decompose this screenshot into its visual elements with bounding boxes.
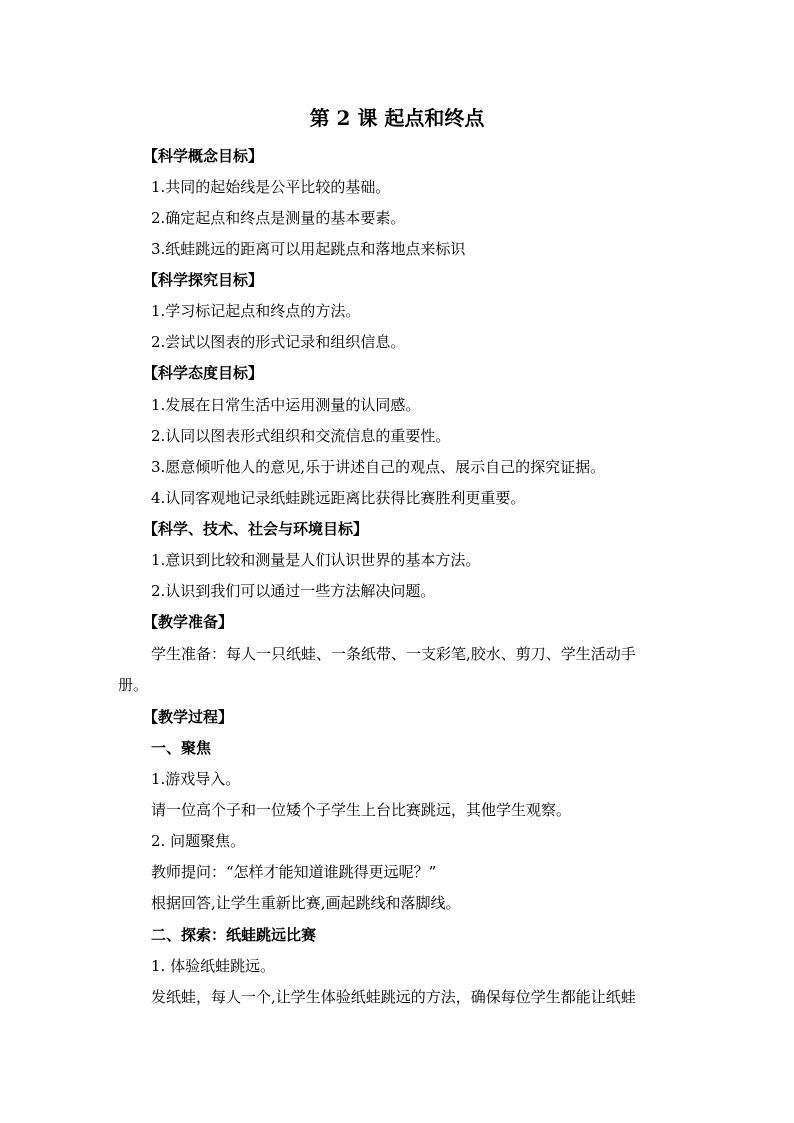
attitude-item: 1.发展在日常生活中运用测量的认同感。 [151,396,421,414]
concept-item: 1.共同的起始线是公平比较的基础。 [151,178,391,196]
concept-item: 2.确定起点和终点是测量的基本要素。 [151,209,406,227]
concept-item: 3.纸蛙跳远的距离可以用起跳点和落地点来标识 [151,240,466,258]
process-heading: 【教学过程】 [143,708,234,726]
stse-item: 1.意识到比较和测量是人们认识世界的基本方法。 [151,551,481,569]
attitude-item: 2.认同以图表形式组织和交流信息的重要性。 [151,427,451,445]
attitude-item: 3.愿意倾听他人的意见,乐于讲述自己的观点、展示自己的探究证据。 [151,458,606,476]
part1-item: 根据回答,让学生重新比赛,画起跳线和落脚线。 [151,894,461,912]
part1-heading: 一、聚焦 [151,739,212,757]
prep-text-line: 学生准备：每人一只纸蛙、一条纸带、一支彩笔,胶水、剪刀、学生活动手 [151,645,636,663]
inquiry-heading: 【科学探究目标】 [143,271,264,289]
concept-heading: 【科学概念目标】 [143,147,264,165]
part1-item: 请一位高个子和一位矮个子学生上台比赛跳远，其他学生观察。 [151,801,572,819]
attitude-item: 4.认同客观地记录纸蛙跳远距离比获得比赛胜利更重要。 [151,489,526,507]
part1-item: 1.游戏导入。 [151,770,241,788]
part1-item: 教师提问：“怎样才能知道谁跳得更远呢？” [151,863,437,881]
part1-item: 2. 问题聚焦。 [151,832,246,850]
part2-item: 发纸蛙，每人一个,让学生体验纸蛙跳远的方法，确保每位学生都能让纸蛙 [151,988,636,1006]
part2-heading: 二、探索：纸蛙跳远比赛 [151,926,317,944]
inquiry-item: 1.学习标记起点和终点的方法。 [151,302,361,320]
page-title: 第 2 课 起点和终点 [309,106,485,130]
attitude-heading: 【科学态度目标】 [143,364,264,382]
prep-heading: 【教学准备】 [143,613,234,631]
inquiry-item: 2.尝试以图表的形式记录和组织信息。 [151,333,406,351]
stse-item: 2.认识到我们可以通过一些方法解决问题。 [151,582,436,600]
stse-heading: 【科学、技术、社会与环境目标】 [143,520,369,538]
part2-item: 1. 体验纸蛙跳远。 [151,957,276,975]
prep-text-line: 册。 [118,676,149,694]
